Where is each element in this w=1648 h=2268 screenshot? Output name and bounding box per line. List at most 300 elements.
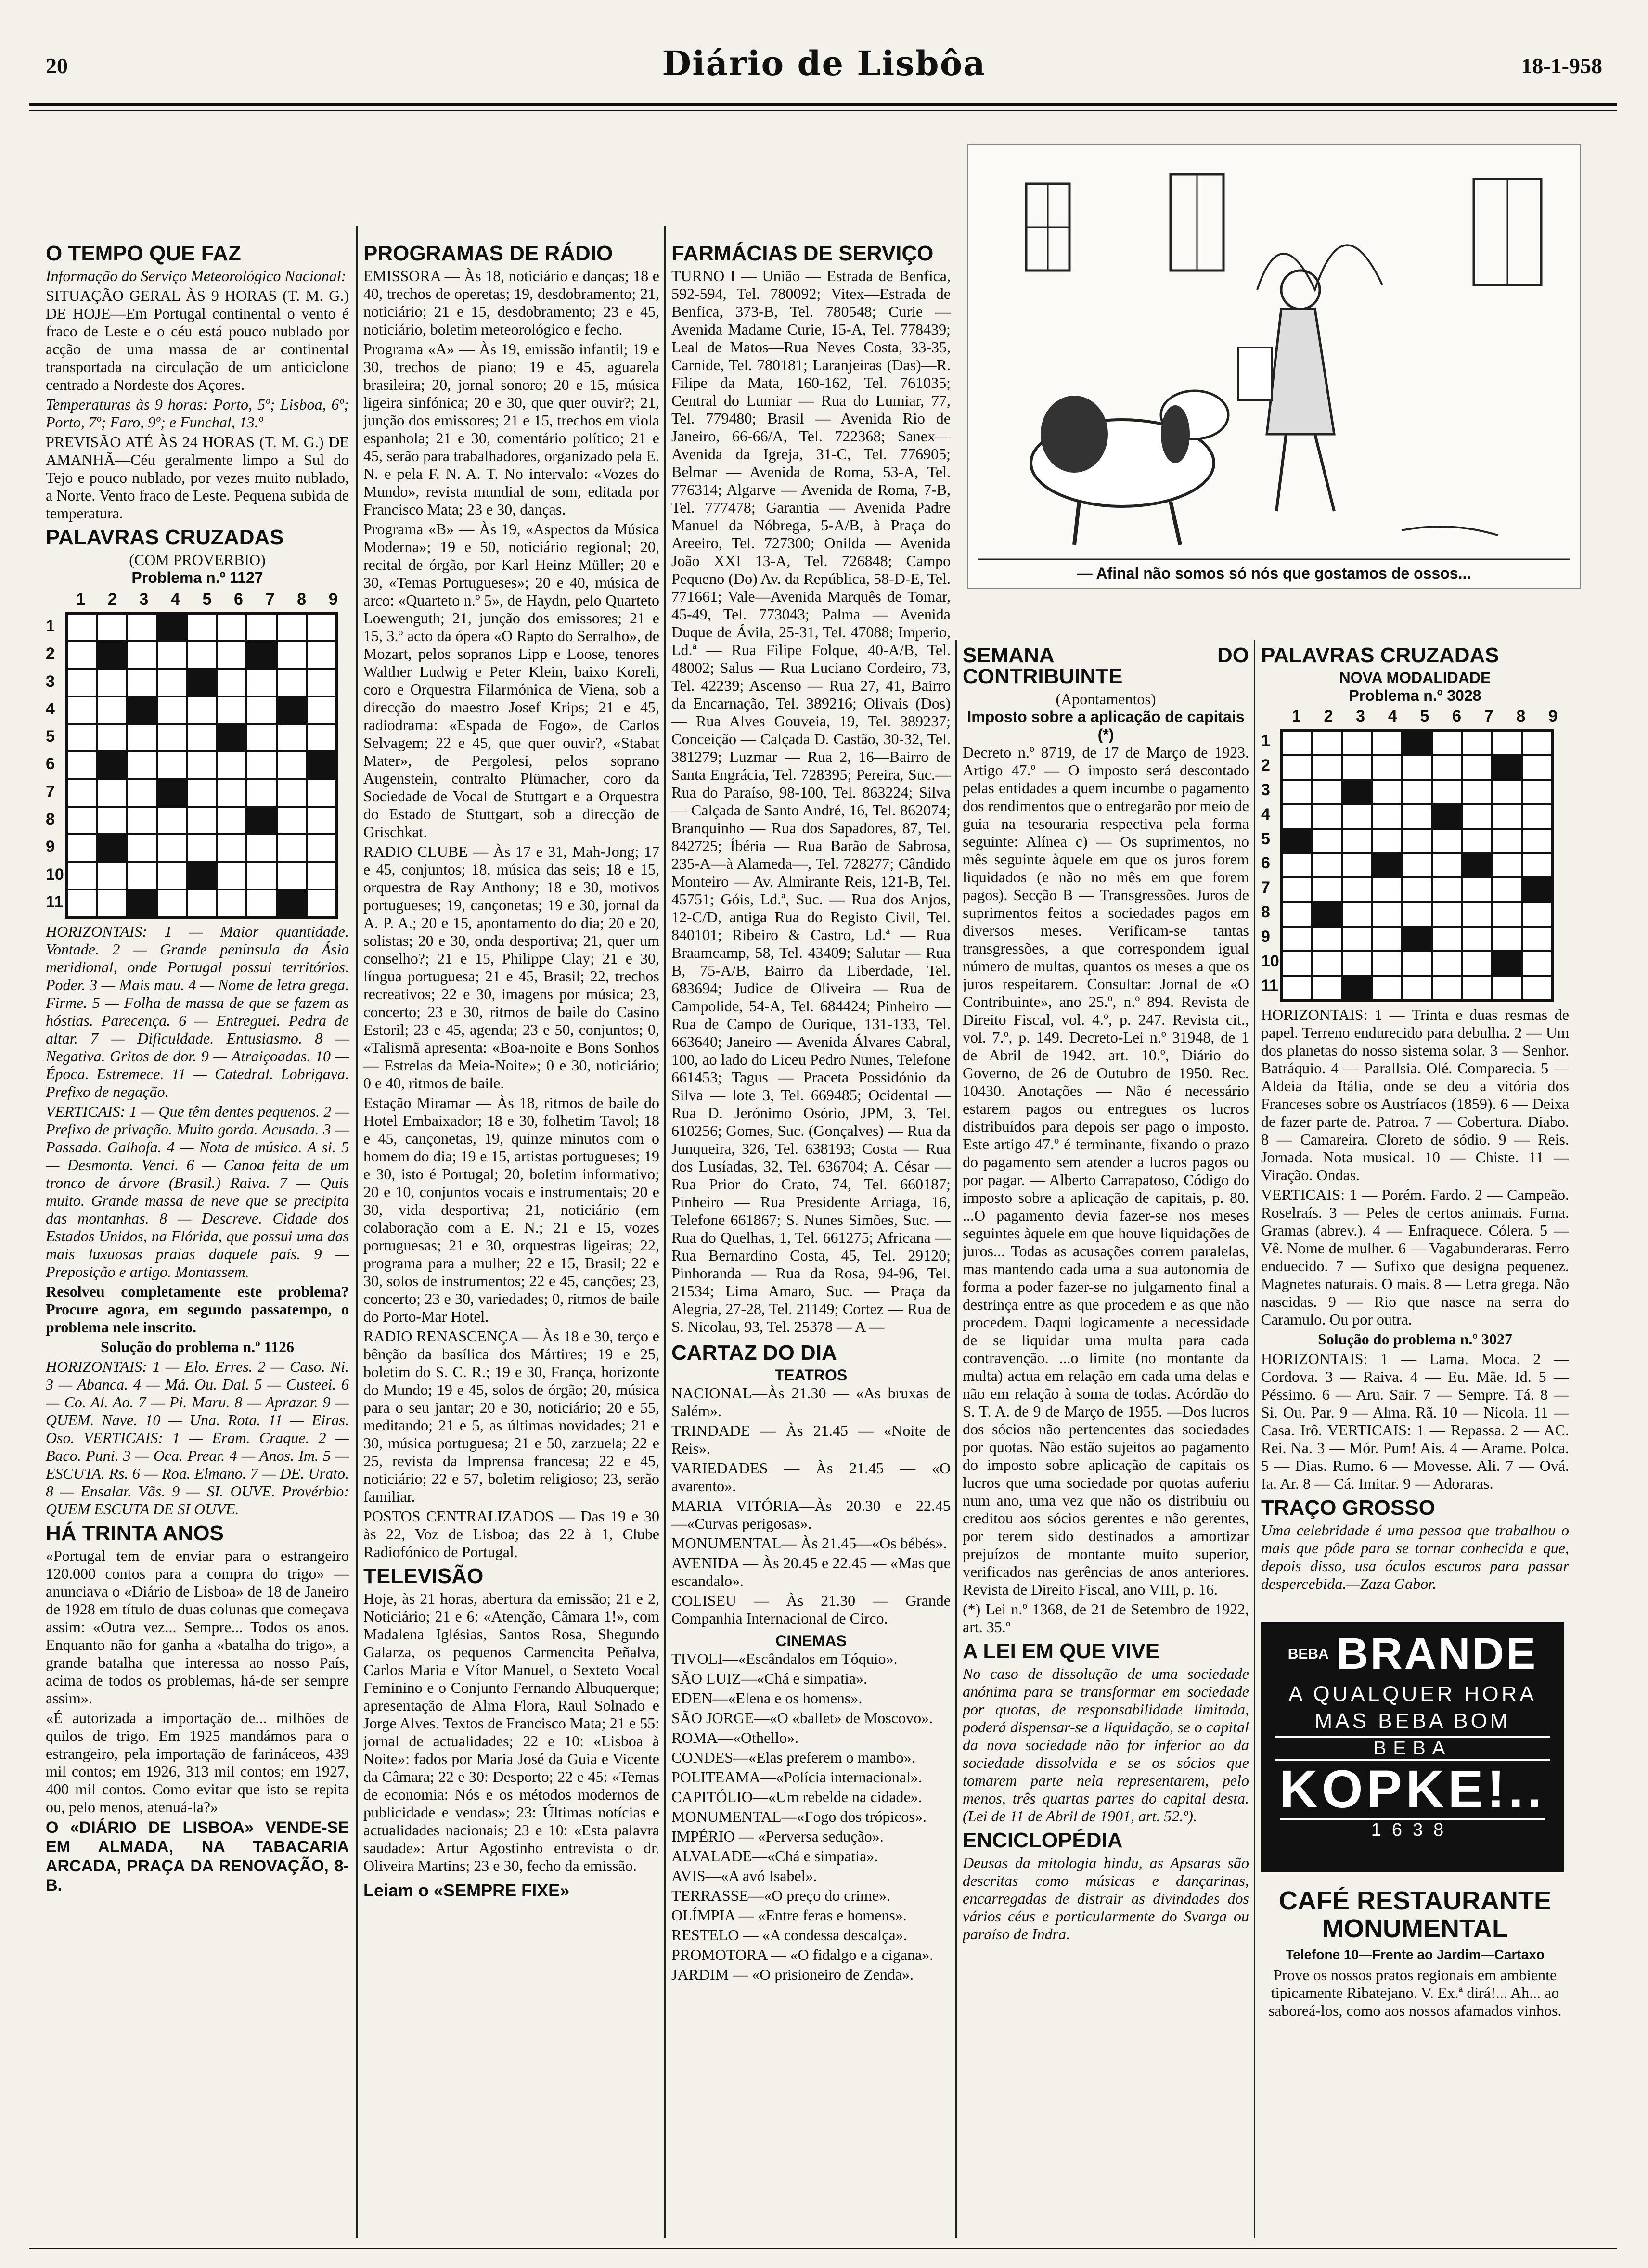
crossword-cell[interactable] bbox=[277, 834, 307, 862]
crossword-cell[interactable] bbox=[1372, 829, 1402, 853]
teatro-listing: MARIA VITÓRIA—Às 20.30 e 22.45 —«Curvas perigosas». bbox=[671, 1497, 951, 1532]
crossword-cell[interactable] bbox=[67, 641, 97, 669]
crossword-cell[interactable] bbox=[1462, 902, 1492, 927]
crossword2-verticais: VERTICAIS: 1 — Porém. Fardo. 2 — Campeão. Roselraís. 3 — Peles de certos animais. Furna. Gramas (abrev.). 4 — Enfraquece. Cólera. 5 — Vê. Nome de mulher. 6 — Vagabunderaras. Ferro enduecido. 7 — Sufixo que designa pequenez. Magnetes naturais. O mais. 8 — Letra grega. Não nascidas. 9 — Rio que nasce na serra do Caramulo. Ou por outra. bbox=[1261, 1186, 1569, 1328]
crossword-cell[interactable] bbox=[187, 834, 217, 862]
crossword-cell[interactable] bbox=[1522, 853, 1552, 878]
crossword2-puzzle bbox=[1261, 708, 1569, 1002]
cinemas-label: CINEMAS bbox=[775, 1632, 847, 1649]
crossword-cell[interactable] bbox=[1462, 755, 1492, 780]
column-2 bbox=[363, 238, 659, 2236]
cinema-listing: CONDES—«Elas preferem o mambo». bbox=[671, 1749, 915, 1766]
crossword-cell[interactable] bbox=[1522, 804, 1552, 829]
cafe-phone: Telefone 10—Frente ao Jardim—Cartaxo bbox=[1286, 1947, 1545, 1962]
crossword-cell[interactable] bbox=[1492, 731, 1522, 755]
crossword2-problem-number: Problema n.º 3028 bbox=[1349, 687, 1481, 704]
crossword-cell[interactable] bbox=[1402, 755, 1432, 780]
crossword-cell[interactable] bbox=[1282, 755, 1312, 780]
crossword-cell[interactable] bbox=[1282, 829, 1312, 853]
crossword-cell[interactable] bbox=[1372, 927, 1402, 951]
crossword-cell[interactable] bbox=[1282, 877, 1312, 902]
crossword-cell[interactable] bbox=[1342, 927, 1372, 951]
crossword-cell[interactable] bbox=[1372, 804, 1402, 829]
page-number: 20 bbox=[46, 53, 68, 78]
lei-body: No caso de dissolução de uma sociedade anónima para se transformar em sociedade por quotas, de responsabilidade limitada, poderá dispensar-se a liquidação, se o capital da nova sociedade não for inferior ao da sociedade dissolvida e se os sócios que tomarem parte nela representarem, pelo menos, três quartas partes do capital desta. (Lei de 11 de Abril de 1901, art. 52.º). bbox=[963, 1665, 1249, 1825]
teatros-label: TEATROS bbox=[774, 1366, 848, 1384]
radio-postos: POSTOS CENTRALIZADOS — Das 19 e 30 às 22, Voz de Lisboa; das 22 à 1, Clube Radiofónico de Portugal. bbox=[363, 1508, 659, 1560]
tv-body: Hoje, às 21 horas, abertura da emissão; 21 e 2, Noticiário; 21 e 6: «Atenção, Câmara 1!», com Madalena Iglésias, Santos Rosa, Shegundo Galarza, os pequenos Carmencita Peñalva, Carlos Maria e Vítor Manuel, o Sexteto Vocal Feminino e o Conjunto Fernando Albuquerque; apresentação de Alma Flora, Raul Solnado e Jorge Alves. Textos de Francisco Mata; 21 e 55: jornal de actualidades; 22 e 10: «Lisboa à Noite»: fados por Maria José da Guia e Vicente da Câmara; 22 e 30: Desporto; 22 e 45: «Temas de economia: Nós e os métodos modernos de publicidade e vendas»; 23: Últimas notícias e actualidades nacionais; 23 e 10: «Esta palavra saudade»: Artur Agostinho entrevista o dr. Oliveira Martins; 23 e 30, fecho da emissão. bbox=[363, 1590, 659, 1874]
crossword-cell[interactable] bbox=[127, 779, 156, 807]
crossword-cell[interactable] bbox=[277, 724, 307, 751]
crossword-cell[interactable] bbox=[1432, 804, 1462, 829]
contribuinte-body: Decreto n.º 8719, de 17 de Março de 1923. Artigo 47.º — O imposto será descontado pelas entidades a quem incumbe o pagamento dos rendimentos que o entregarão por meio de guia na tesouraria respectiva pela forma seguinte: Alínea c) — Os suprimentos, no mês seguinte àquele em que os juros forem liquidados (e não no mês em que forem pagos). Secção B — Transgressões. Juros de suprimentos feitos a sociedades pagos em diversos meses. Verificam-se tantas transgressões, a que correspondem igual número de multas, quantos os meses a que os juros respeitarem. Consultar: Jornal de «O Contribuinte», ano 25.º, n.º 894. Revista de Direito Fiscal, vol. 4.º, p. 247. Revista cit., vol. 7.º, p. 149. Decreto-Lei n.º 31948, de 1 de Abril de 1942, art. 10.º, Diário do Governo, de 26 de Outubro de 1950. Rec. 10430. Anotações — Não é necessário estarem pagos ou entregues os lucros distribuídos para depois ser pago o imposto. Este artigo 47.º é terminante, fixando o prazo do pagamento sem atender a lucros pagos ou por pagar. — Alberto Carrapatoso, Código do imposto sobre a aplicação de capitais, p. 80. ...O pagamento devia fazer-se nos meses seguintes àquele em que houve liquidações de juros... Todas as acusações correm paralelas, mas mantendo cada uma a sua autonomia de forma a poder fazer-se no julgamento final a destrinça entre as que procedem e as que não procedem. Daqui logicamente a necessidade de se liquidar uma multa para cada contravenção. ...o limite (no montante da multa) actua em relação em cada uma delas e não em relação à soma de todas. Acórdão do S. T. A. de 9 de Março de 1955. —Dos lucros dos sócios não pertencentes das sociedades por quotas. Não estão sujeitos ao pagamento do imposto sobre aplicação de capitais os lucros que uma sociedade por quotas auferiu num ano, uma vez que não os distribuiu ou creditou aos sócios gerentes e não gerentes, por terem sido destinados a amortizar prejuízos de montante muito superior, verificados nas gerências de anos anteriores. Revista de Direito Fiscal, ano VIII, p. 16. bbox=[963, 744, 1249, 1598]
crossword-cell[interactable] bbox=[67, 614, 97, 641]
crossword-cell[interactable] bbox=[1282, 951, 1312, 976]
crossword-cell[interactable] bbox=[277, 669, 307, 696]
crossword-cell[interactable] bbox=[1492, 927, 1522, 951]
crossword-cell[interactable] bbox=[217, 807, 246, 834]
crossword-cell[interactable] bbox=[127, 724, 156, 751]
crossword-cell[interactable] bbox=[157, 669, 187, 696]
crossword-cell[interactable] bbox=[67, 807, 97, 834]
crossword-cell[interactable] bbox=[1342, 976, 1372, 1000]
crossword-cell[interactable] bbox=[277, 779, 307, 807]
crossword-cell[interactable] bbox=[157, 807, 187, 834]
crossword-cell[interactable] bbox=[67, 696, 97, 724]
ad-line-4: BEBA bbox=[1275, 1736, 1550, 1761]
crossword-cell[interactable] bbox=[157, 862, 187, 889]
crossword-cell[interactable] bbox=[187, 696, 217, 724]
crossword-cell[interactable] bbox=[1282, 902, 1312, 927]
crossword-cell[interactable] bbox=[1312, 951, 1342, 976]
crossword-cell[interactable] bbox=[277, 862, 307, 889]
crossword-cell[interactable] bbox=[1462, 829, 1492, 853]
crossword-column-number: 5 bbox=[1420, 707, 1429, 725]
crossword-cell[interactable] bbox=[67, 724, 97, 751]
crossword-cell[interactable] bbox=[127, 696, 156, 724]
crossword-cell[interactable] bbox=[307, 862, 336, 889]
crossword-row-number: 8 bbox=[1261, 903, 1270, 922]
masthead-rule bbox=[29, 103, 1617, 106]
crossword-cell[interactable] bbox=[97, 614, 127, 641]
crossword-cell[interactable] bbox=[1492, 951, 1522, 976]
crossword-cell[interactable] bbox=[1282, 731, 1312, 755]
crossword-cell[interactable] bbox=[307, 779, 336, 807]
crossword-cell[interactable] bbox=[1522, 755, 1552, 780]
crossword-cell[interactable] bbox=[127, 807, 156, 834]
crossword-cell[interactable] bbox=[157, 779, 187, 807]
crossword-cell[interactable] bbox=[157, 889, 187, 917]
crossword-cell[interactable] bbox=[1402, 927, 1432, 951]
crossword-cell[interactable] bbox=[1282, 780, 1312, 804]
column-divider bbox=[1254, 640, 1255, 2238]
crossword2-row-numbers bbox=[1261, 729, 1280, 998]
crossword-cell[interactable] bbox=[217, 614, 246, 641]
crossword-horizontais: HORIZONTAIS: 1 — Maior quantidade. Vontade. 2 — Grande península da Ásia meridional, onde Portugal possui territórios. Poder. 3 — Mais mau. 4 — Nome de letra grega. Firme. 5 — Folha de massa de que se fazem as hóstias. Parecença. 6 — Entreguei. Pedra de altar. 7 — Dificuldade. Entusiasmo. 8 — Negativa. Gritos de dor. 9 — Atraiçoadas. 10 — Época. Estremece. 11 — Catedral. Lobrigava. Prefixo de negação. bbox=[46, 923, 349, 1100]
crossword-cell[interactable] bbox=[1312, 829, 1342, 853]
crossword-cell[interactable] bbox=[1342, 902, 1372, 927]
crossword-cell[interactable] bbox=[1312, 731, 1342, 755]
crossword-cell[interactable] bbox=[1372, 731, 1402, 755]
enciclopedia-body: Deusas da mitologia hindu, as Apsaras são descritas como músicas e dançarinas, encarregadas de distrair as divindades dos vários céus e particularmente do Svarga ou paraíso de Indra. bbox=[963, 1854, 1249, 1943]
crossword-cell[interactable] bbox=[1522, 976, 1552, 1000]
radio-programa-b: Programa «B» — Às 19, «Aspectos da Música Moderna»; 19 e 50, noticiário regional; 20, recital de órgão, por Karl Heinz Müller; 20 e 30, «Temas Portugueses»; 20 e 40, música de arco: «Quarteto n.º 5», de Haydn, pelo Quarteto Loewenguth; 21, junção dos emissores; 21 e 15, 3.º acto da ópera «O Rapto do Serralho», de Mozart, pelos sopranos Lipp e Loose, tenores Walther Ludwig e Peter Klein, baixo Koreli, coro e Orquestra Filarmónica de Viena, sob a direcção do maestro Josef Krips; 21 e 45, radiodrama: «Espada de Fogo», de Carlos Selvagem; 22 e 45, que quer ouvir?, «Stabat Mater», de Pergolesi, pelos soprano Augenstein, contralto Plümacher, coro da Sociedade de Vocal de Stuttgart e a Orquestra do Estado de Stuttgart, sob a direcção de Grischkat. bbox=[363, 520, 659, 840]
crossword-cell[interactable] bbox=[1312, 804, 1342, 829]
crossword-column-numbers bbox=[65, 591, 349, 612]
crossword-cell[interactable] bbox=[1522, 902, 1552, 927]
crossword-cell[interactable] bbox=[97, 779, 127, 807]
crossword-cell[interactable] bbox=[127, 614, 156, 641]
crossword-cell[interactable] bbox=[246, 834, 276, 862]
crossword-cell[interactable] bbox=[1462, 780, 1492, 804]
newspaper-title: Diário de Lisbôa bbox=[662, 43, 986, 83]
crossword-cell[interactable] bbox=[307, 751, 336, 779]
crossword-cell[interactable] bbox=[1432, 731, 1462, 755]
contribuinte-footnote: (*) Lei n.º 1368, de 21 de Setembro de 1922, art. 35.º bbox=[963, 1600, 1249, 1636]
crossword-note: Resolveu completamente este problema? Procure agora, em segundo passatempo, o problema nele inscrito. bbox=[46, 1283, 349, 1336]
crossword-cell[interactable] bbox=[1402, 731, 1432, 755]
crossword-cell[interactable] bbox=[187, 889, 217, 917]
column-divider bbox=[356, 226, 358, 2238]
crossword2-subtitle: NOVA MODALIDADE bbox=[1339, 669, 1491, 686]
crossword-cell[interactable] bbox=[1312, 902, 1342, 927]
crossword-cell[interactable] bbox=[1492, 853, 1522, 878]
radio-heading: PROGRAMAS DE RÁDIO bbox=[363, 242, 613, 265]
crossword-cell[interactable] bbox=[67, 862, 97, 889]
crossword-cell[interactable] bbox=[1432, 951, 1462, 976]
crossword-cell[interactable] bbox=[217, 779, 246, 807]
crossword-cell[interactable] bbox=[1312, 927, 1342, 951]
crossword-cell[interactable] bbox=[157, 614, 187, 641]
crossword-cell[interactable] bbox=[217, 696, 246, 724]
radio-miramar: Estação Miramar — Às 18, ritmos de baile do Hotel Embaixador; 18 e 30, folhetim Tavol; 18 e 45, cançonetas, 19, quinze minutos com o homem do dia; 19 e 15, artistas portugueses; 19 e 30, isto é Portugal; 20, boletim informativo; 20 e 10, conjuntos vocais e instrumentais; 20 e 30, vida desportiva; 21, noticiário (em colaboração com a E. N.; 21 e 15, vozes portuguesas; 21 e 30, orquestras ligeiras; 22, programa para a mulher; 22 e 15, Brasil; 22 e 30, solos de instrumentos; 22 e 45, canções; 23, concerto; 23 e 30, variedades; 0, ritmos de baile do Porto-Mar Hotel. bbox=[363, 1094, 659, 1325]
crossword-cell[interactable] bbox=[127, 751, 156, 779]
teatro-listing: COLISEU — Às 21.30 — Grande Companhia Internacional de Circo. bbox=[671, 1592, 951, 1627]
contribuinte-subtitle: (Apontamentos) bbox=[1056, 690, 1156, 708]
crossword-cell[interactable] bbox=[307, 807, 336, 834]
teatro-listing: TRINDADE — Às 21.45 — «Noite de Reis». bbox=[671, 1422, 951, 1457]
crossword-cell[interactable] bbox=[1402, 976, 1432, 1000]
crossword-cell[interactable] bbox=[217, 724, 246, 751]
crossword-cell[interactable] bbox=[1402, 902, 1432, 927]
crossword-cell[interactable] bbox=[1312, 976, 1342, 1000]
crossword-cell[interactable] bbox=[1492, 976, 1522, 1000]
crossword-cell[interactable] bbox=[67, 779, 97, 807]
crossword-cell[interactable] bbox=[157, 724, 187, 751]
crossword-column-number: 6 bbox=[1452, 707, 1462, 725]
crossword-cell[interactable] bbox=[246, 807, 276, 834]
trinta-body: «Portugal tem de enviar para o estrangeiro 120.000 contos para a compra do trigo» — anunciava o «Diário de Lisboa» de 18 de Janeiro de 1928 em título de duas colunas que começava assim: «Outra vez... Sempre... Todos os anos. Enquanto não for ganha a «batalha do trigo», a grande batalha que interessa ao nosso País, acima de todos os problemas, há-de ser sempre assim». bbox=[46, 1547, 349, 1707]
crossword-cell[interactable] bbox=[187, 724, 217, 751]
dog-and-lady-drawing bbox=[968, 145, 1580, 588]
crossword-cell[interactable] bbox=[246, 641, 276, 669]
crossword-cell[interactable] bbox=[1282, 804, 1312, 829]
crossword-row-number: 5 bbox=[1261, 829, 1270, 848]
crossword-column-number: 3 bbox=[1356, 707, 1365, 725]
crossword-cell[interactable] bbox=[97, 834, 127, 862]
crossword-cell[interactable] bbox=[1402, 877, 1432, 902]
crossword-cell[interactable] bbox=[1402, 804, 1432, 829]
crossword-cell[interactable] bbox=[187, 669, 217, 696]
crossword-cell[interactable] bbox=[127, 669, 156, 696]
crossword-cell[interactable] bbox=[1522, 731, 1552, 755]
crossword-cell[interactable] bbox=[67, 889, 97, 917]
crossword-cell[interactable] bbox=[1372, 877, 1402, 902]
sempre-fixe-promo: Leiam o «SEMPRE FIXE» bbox=[363, 1881, 570, 1900]
crossword-cell[interactable] bbox=[1402, 951, 1432, 976]
crossword-cell[interactable] bbox=[1372, 853, 1402, 878]
crossword-column-number: 9 bbox=[328, 590, 338, 608]
crossword-cell[interactable] bbox=[157, 696, 187, 724]
crossword-cell[interactable] bbox=[217, 889, 246, 917]
crossword-cell[interactable] bbox=[277, 696, 307, 724]
trinta-body-2: «É autorizada a importação de... milhões de quilos de trigo. Em 1925 mandámos para o estrangeiro, pela importação de farináceos, 439 mil contos; em 1926, 313 mil contos; em 1927, 400 mil contos. Como evitar que isto se repita ou, pelo menos, atenuá-la?» bbox=[46, 1709, 349, 1816]
crossword-cell[interactable] bbox=[1282, 976, 1312, 1000]
crossword-cell[interactable] bbox=[1432, 927, 1462, 951]
crossword-column-number: 5 bbox=[202, 590, 212, 608]
crossword-cell[interactable] bbox=[307, 834, 336, 862]
crossword-cell[interactable] bbox=[1522, 780, 1552, 804]
crossword-grid bbox=[65, 612, 338, 919]
crossword-row-number: 10 bbox=[1261, 952, 1279, 971]
crossword-cell[interactable] bbox=[1492, 829, 1522, 853]
crossword-cell[interactable] bbox=[1432, 902, 1462, 927]
crossword-cell[interactable] bbox=[246, 862, 276, 889]
ad-year: 1638 bbox=[1280, 1818, 1545, 1841]
crossword-cell[interactable] bbox=[1462, 927, 1492, 951]
crossword-cell[interactable] bbox=[187, 614, 217, 641]
crossword-cell[interactable] bbox=[1342, 951, 1372, 976]
crossword-row-number: 8 bbox=[46, 810, 55, 828]
crossword-cell[interactable] bbox=[1462, 804, 1492, 829]
cinema-listing: TIVOLI—«Escândalos em Tóquio». bbox=[671, 1650, 898, 1667]
crossword-cell[interactable] bbox=[246, 669, 276, 696]
column-divider bbox=[664, 226, 666, 2238]
crossword-cell[interactable] bbox=[217, 751, 246, 779]
crossword-cell[interactable] bbox=[97, 889, 127, 917]
crossword-cell[interactable] bbox=[1312, 755, 1342, 780]
column-4 bbox=[963, 640, 1249, 2238]
crossword-column-number: 6 bbox=[234, 590, 243, 608]
issue-date: 18-1-958 bbox=[1521, 53, 1602, 78]
crossword-cell[interactable] bbox=[1342, 755, 1372, 780]
crossword-cell[interactable] bbox=[1312, 853, 1342, 878]
crossword-cell[interactable] bbox=[67, 751, 97, 779]
crossword-cell[interactable] bbox=[157, 641, 187, 669]
crossword-cell[interactable] bbox=[1372, 755, 1402, 780]
crossword-cell[interactable] bbox=[187, 779, 217, 807]
crossword-cell[interactable] bbox=[1342, 804, 1372, 829]
cinema-listing: ALVALADE—«Chá e simpatia». bbox=[671, 1847, 878, 1865]
crossword-cell[interactable] bbox=[97, 724, 127, 751]
crossword-cell[interactable] bbox=[187, 751, 217, 779]
weather-forecast: PREVISÃO ATÉ ÀS 24 HORAS (T. M. G.) DE AMANHÃ—Céu geralmente limpo a Sul do Tejo e pouco nublado, por vezes muito nublado, a Norte. Vento fraco de Leste. Pequena subida de temperatura. bbox=[46, 433, 349, 522]
crossword-cell[interactable] bbox=[97, 641, 127, 669]
crossword-cell[interactable] bbox=[1462, 976, 1492, 1000]
crossword-cell[interactable] bbox=[217, 641, 246, 669]
crossword-cell[interactable] bbox=[246, 614, 276, 641]
contribuinte-heading: SEMANA DO CONTRIBUINTE bbox=[963, 644, 1249, 688]
crossword-cell[interactable] bbox=[307, 641, 336, 669]
crossword-cell[interactable] bbox=[1372, 951, 1402, 976]
crossword-column-number: 9 bbox=[1548, 707, 1558, 725]
crossword-cell[interactable] bbox=[307, 889, 336, 917]
crossword-subtitle: (COM PROVERBIO) bbox=[129, 551, 266, 568]
crossword-cell[interactable] bbox=[1522, 877, 1552, 902]
crossword-cell[interactable] bbox=[246, 779, 276, 807]
crossword-cell[interactable] bbox=[1342, 731, 1372, 755]
crossword-cell[interactable] bbox=[127, 641, 156, 669]
crossword-cell[interactable] bbox=[307, 696, 336, 724]
crossword-cell[interactable] bbox=[187, 862, 217, 889]
radio-emissora: EMISSORA — Às 18, noticiário e danças; 18 e 40, trechos de operetas; 19, desdobramento; 21, noticiário; 21 e 15, desdobramento; 23 e 45, noticiário, boletim meteorológico e fecho. bbox=[363, 267, 659, 338]
crossword-cell[interactable] bbox=[187, 641, 217, 669]
crossword-cell[interactable] bbox=[127, 834, 156, 862]
crossword-cell[interactable] bbox=[1492, 755, 1522, 780]
crossword-cell[interactable] bbox=[246, 751, 276, 779]
crossword2-solution-heading: Solução do problema n.º 3027 bbox=[1318, 1330, 1512, 1348]
crossword-cell[interactable] bbox=[97, 696, 127, 724]
crossword-cell[interactable] bbox=[1372, 780, 1402, 804]
teatros-list bbox=[671, 1384, 951, 1627]
crossword-row-number: 7 bbox=[46, 782, 55, 801]
enciclopedia-heading: ENCICLOPÉDIA bbox=[963, 1829, 1123, 1852]
crossword-row-number: 4 bbox=[46, 699, 55, 718]
crossword-cell[interactable] bbox=[277, 641, 307, 669]
crossword-row-number: 5 bbox=[46, 727, 55, 746]
crossword-cell[interactable] bbox=[217, 669, 246, 696]
crossword-cell[interactable] bbox=[1522, 951, 1552, 976]
teatro-listing: MONUMENTAL— Às 21.45—«Os bébés». bbox=[671, 1534, 947, 1552]
cinema-listing: AVIS—«A avó Isabel». bbox=[671, 1867, 817, 1884]
crossword-cell[interactable] bbox=[1342, 780, 1372, 804]
crossword-cell[interactable] bbox=[97, 807, 127, 834]
crossword-cell[interactable] bbox=[67, 669, 97, 696]
crossword-cell[interactable] bbox=[307, 669, 336, 696]
crossword-column-number: 4 bbox=[170, 590, 180, 608]
crossword-cell[interactable] bbox=[246, 889, 276, 917]
crossword-cell[interactable] bbox=[246, 696, 276, 724]
crossword-cell[interactable] bbox=[1402, 829, 1432, 853]
cinema-listing: PROMOTORA — «O fidalgo e a cigana». bbox=[671, 1946, 934, 1963]
crossword-column-number: 2 bbox=[107, 590, 117, 608]
trinta-heading: HÁ TRINTA ANOS bbox=[46, 1521, 224, 1545]
crossword-column-number: 1 bbox=[1291, 707, 1301, 725]
cinema-listing: CAPITÓLIO—«Um rebelde na cidade». bbox=[671, 1788, 922, 1805]
crossword-cell[interactable] bbox=[1432, 829, 1462, 853]
crossword-cell[interactable] bbox=[127, 862, 156, 889]
weather-temps: Temperaturas às 9 horas: Porto, 5º; Lisboa, 6º; Porto, 7º; Faro, 9º; e Funchal, 13.º bbox=[46, 396, 349, 431]
crossword-cell[interactable] bbox=[277, 889, 307, 917]
crossword-cell[interactable] bbox=[217, 834, 246, 862]
cinema-listing: JARDIM — «O prisioneiro de Zenda». bbox=[671, 1966, 914, 1983]
ad-beba: BEBA bbox=[1288, 1646, 1329, 1662]
crossword-cell[interactable] bbox=[307, 614, 336, 641]
crossword-cell[interactable] bbox=[1312, 877, 1342, 902]
ad-line-3: MAS BEBA BOM bbox=[1314, 1709, 1511, 1733]
crossword-cell[interactable] bbox=[1432, 853, 1462, 878]
crossword-cell[interactable] bbox=[1492, 877, 1522, 902]
cafe-heading: CAFÉ RESTAURANTE MONUMENTAL bbox=[1279, 1887, 1551, 1943]
crossword-cell[interactable] bbox=[97, 751, 127, 779]
crossword-cell[interactable] bbox=[277, 807, 307, 834]
cinema-listing: POLITEAMA—«Polícia internacional». bbox=[671, 1768, 922, 1786]
crossword-cell[interactable] bbox=[1432, 755, 1462, 780]
sales-promo: O «DIÁRIO DE LISBOA» VENDE-SE EM ALMADA, NA TABACARIA ARCADA, PRAÇA DA RENOVAÇÃO, 8-B. bbox=[46, 1818, 349, 1894]
crossword-cell[interactable] bbox=[1282, 927, 1312, 951]
contribuinte-title: Imposto sobre a aplicação de capitais (*) bbox=[967, 708, 1245, 743]
cafe-body: Prove os nossos pratos regionais em ambiente tipicamente Ribatejano. V. Ex.ª dirá!... Ah... ao saboreá-los, como aos nossos afamados vinhos. bbox=[1268, 1966, 1562, 2019]
cartoon-illustration bbox=[967, 144, 1581, 589]
crossword-column-number: 7 bbox=[265, 590, 275, 608]
weather-heading: O TEMPO QUE FAZ bbox=[46, 242, 241, 265]
bottom-rule bbox=[29, 2248, 1617, 2249]
crossword-row-number: 2 bbox=[46, 644, 55, 663]
crossword-row-number: 1 bbox=[46, 617, 55, 636]
crossword-cell[interactable] bbox=[1432, 976, 1462, 1000]
crossword-cell[interactable] bbox=[157, 834, 187, 862]
crossword-cell[interactable] bbox=[277, 614, 307, 641]
crossword-cell[interactable] bbox=[1522, 829, 1552, 853]
crossword-cell[interactable] bbox=[1462, 853, 1492, 878]
crossword-column-number: 8 bbox=[1516, 707, 1526, 725]
cinema-listing: OLÍMPIA — «Entre feras e homens». bbox=[671, 1907, 907, 1924]
crossword-cell[interactable] bbox=[1372, 976, 1402, 1000]
crossword-cell[interactable] bbox=[1462, 877, 1492, 902]
crossword-cell[interactable] bbox=[1342, 829, 1372, 853]
crossword2-solution: HORIZONTAIS: 1 — Lama. Moca. 2 — Cordova. 3 — Raiva. 4 — Eu. Mãe. Id. 5 — Péssimo. 6 — Aru. Sair. 7 — Sempre. Tá. 8 — Si. Ou. Par. 9 — Alma. Rã. 10 — Nicola. 11 — Casa. Irô. VERTICAIS: 1 — Repassa. 2 — AC. Rei. Na. 3 — Mór. Pum! Ais. 4 — Arame. Polca. 5 — Dias. Rumo. 6 — Movesse. Ali. 7 — Ová. Ia. Ar. 8 — Cá. Imitar. 9 — Adoraras. bbox=[1261, 1350, 1569, 1492]
crossword-cell[interactable] bbox=[67, 834, 97, 862]
radio-renascenca: RADIO RENASCENÇA — Às 18 e 30, terço e bênção da basílica dos Mártires; 19 e 25, boletim do S. C. R.; 19 e 30, França, horizonte do Mundo; 19 e 45, solos de órgão; 20, música para o seu jantar; 20 e 30, noticiário; 20 e 55, meditando; 21 e 5, as últimas novidades; 21 e 30, música portuguesa; 21 e 50, zarzuela; 22 e 25, revista da Imprensa francesa; 22 e 45, noticiário; 22 e 57, boletim religioso; 23, serão familiar. bbox=[363, 1327, 659, 1505]
crossword-cell[interactable] bbox=[217, 862, 246, 889]
crossword-cell[interactable] bbox=[187, 807, 217, 834]
crossword-cell[interactable] bbox=[1342, 853, 1372, 878]
crossword-cell[interactable] bbox=[1492, 780, 1522, 804]
crossword-cell[interactable] bbox=[1462, 951, 1492, 976]
crossword-cell[interactable] bbox=[246, 724, 276, 751]
crossword-puzzle bbox=[46, 591, 349, 919]
crossword-cell[interactable] bbox=[157, 751, 187, 779]
crossword-column-number: 1 bbox=[76, 590, 86, 608]
crossword-cell[interactable] bbox=[97, 862, 127, 889]
crossword-cell[interactable] bbox=[307, 724, 336, 751]
crossword-cell[interactable] bbox=[1492, 804, 1522, 829]
crossword-cell[interactable] bbox=[1402, 780, 1432, 804]
crossword-cell[interactable] bbox=[1492, 902, 1522, 927]
weather-source: Informação do Serviço Meteorológico Nacional: bbox=[46, 267, 347, 284]
cinema-listing: ROMA—«Othello». bbox=[671, 1729, 798, 1746]
crossword-cell[interactable] bbox=[1432, 877, 1462, 902]
crossword-column-number: 7 bbox=[1484, 707, 1494, 725]
radio-programa-a: Programa «A» — Às 19, emissão infantil; 19 e 30, trechos de piano; 19 e 45, aguarela brasileira; 20, jornal sonoro; 20 e 15, música ligeira sinfónica; 20 e 30, que quer ouvir?; 21, junção dos emissores; 21 e 15, trechos em viola espanhola; 21 e 30, comentário político; 21 e 45, serão para trabalhadores, organizado pela E. N. e pela F. N. A. T. No intervalo: «Vozes do Mundo», revista mundial de som, editada por Francisco Mata; 23 e 30, danças. bbox=[363, 340, 659, 518]
crossword-cell[interactable] bbox=[1312, 780, 1342, 804]
crossword2-grid bbox=[1280, 729, 1554, 1002]
crossword-cell[interactable] bbox=[1282, 853, 1312, 878]
crossword-column-number: 3 bbox=[139, 590, 149, 608]
crossword-cell[interactable] bbox=[1402, 853, 1432, 878]
crossword-cell[interactable] bbox=[1342, 877, 1372, 902]
crossword-cell[interactable] bbox=[1462, 731, 1492, 755]
crossword-cell[interactable] bbox=[1372, 902, 1402, 927]
crossword-cell[interactable] bbox=[1432, 780, 1462, 804]
crossword-cell[interactable] bbox=[97, 669, 127, 696]
crossword-cell[interactable] bbox=[277, 751, 307, 779]
crossword-cell[interactable] bbox=[127, 889, 156, 917]
farmacias-heading: FARMÁCIAS DE SERVIÇO bbox=[671, 242, 934, 265]
masthead-rule-thin bbox=[29, 110, 1617, 111]
cartoon-caption: — Afinal não somos só nós que gostamos de ossos... bbox=[1077, 565, 1471, 582]
crossword-cell[interactable] bbox=[1522, 927, 1552, 951]
